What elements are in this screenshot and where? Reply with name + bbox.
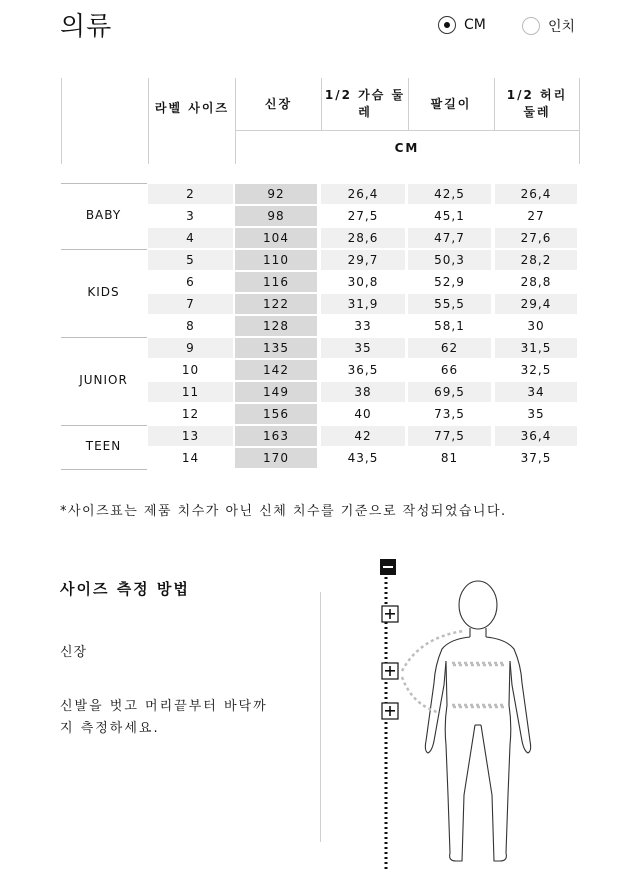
table-cell: 35	[527, 407, 545, 421]
plus-icon[interactable]	[382, 703, 398, 719]
table-cell: 42	[321, 426, 405, 446]
table-cell: 33	[354, 319, 372, 333]
unit-cm-option[interactable]	[438, 16, 486, 34]
measure-item: 신장	[60, 645, 88, 660]
table-cell: 14	[181, 451, 200, 465]
table-cell: 142	[235, 360, 317, 380]
table-cell: 11	[148, 382, 233, 402]
group-divider	[61, 425, 147, 426]
table-cell: 104	[235, 228, 317, 248]
plus-icon[interactable]	[382, 606, 398, 622]
table-cell: 28,6	[321, 228, 405, 248]
table-cell: 42,5	[408, 184, 491, 204]
table-cell: 52,9	[434, 275, 465, 289]
table-cell: 73,5	[434, 407, 465, 421]
table-cell: 58,1	[434, 319, 465, 333]
category-label: BABY	[85, 208, 122, 222]
header-waist: 1/2 허리 둘레	[506, 88, 568, 119]
plus-icon[interactable]	[382, 663, 398, 679]
unit-inch-label: 인치	[548, 19, 576, 35]
table-cell: 30,8	[347, 275, 379, 289]
table-cell: 26,4	[321, 184, 405, 204]
table-cell: 8	[186, 319, 195, 333]
table-cell: 69,5	[408, 382, 491, 402]
table-cell: 37,5	[520, 451, 552, 465]
table-cell: 110	[235, 250, 317, 270]
header-chest: 1/2 가슴 둘레	[324, 88, 406, 119]
table-cell: 170	[235, 448, 317, 468]
table-cell: 31,9	[321, 294, 405, 314]
table-cell: 32,5	[520, 363, 552, 377]
table-cell: 34	[495, 382, 577, 402]
header-arm-length: 팔길이	[430, 97, 472, 111]
table-cell: 36,5	[347, 363, 379, 377]
table-cell: 62	[408, 338, 491, 358]
table-cell: 13	[148, 426, 233, 446]
table-cell: 43,5	[347, 451, 379, 465]
table-cell: 92	[235, 184, 317, 204]
table-cell: 149	[235, 382, 317, 402]
table-cell: 3	[186, 209, 195, 223]
header-unit: CM	[394, 141, 420, 155]
table-cell: 5	[148, 250, 233, 270]
table-cell: 128	[235, 316, 317, 336]
table-cell: 122	[235, 294, 317, 314]
body-measure-figure	[380, 555, 540, 875]
unit-cm-label: CM	[464, 17, 486, 33]
header-label-size: 라벨 사이즈	[154, 101, 230, 115]
table-cell: 29,7	[321, 250, 405, 270]
table-cell: 2	[148, 184, 233, 204]
table-cell: 40	[354, 407, 372, 421]
radio-selected-icon[interactable]	[438, 16, 456, 34]
unit-inch-option[interactable]	[522, 16, 575, 36]
table-cell: 66	[440, 363, 459, 377]
size-note: *사이즈표는 제품 치수가 아닌 신체 치수를 기준으로 작성되었습니다.	[60, 504, 507, 519]
group-divider	[61, 469, 147, 470]
table-cell: 31,5	[495, 338, 577, 358]
table-cell: 30	[527, 319, 545, 333]
table-cell: 4	[148, 228, 233, 248]
category-label: TEEN	[85, 439, 122, 453]
table-cell: 45,1	[434, 209, 465, 223]
group-divider	[61, 249, 147, 250]
table-cell: 116	[235, 272, 317, 292]
table-cell: 12	[181, 407, 200, 421]
measure-description: 신발을 벗고 머리끝부터 바닥까지 측정하세요.	[60, 699, 268, 736]
table-cell: 10	[181, 363, 200, 377]
table-cell: 47,7	[408, 228, 491, 248]
minus-icon[interactable]	[380, 559, 396, 575]
table-cell: 35	[321, 338, 405, 358]
table-cell: 50,3	[408, 250, 491, 270]
table-cell: 28,2	[495, 250, 577, 270]
table-cell: 163	[235, 426, 317, 446]
table-cell: 38	[321, 382, 405, 402]
table-cell: 77,5	[408, 426, 491, 446]
table-cell: 135	[235, 338, 317, 358]
child-body-outline	[425, 581, 530, 861]
measure-guides	[402, 631, 504, 713]
table-cell: 156	[235, 404, 317, 424]
table-cell: 81	[440, 451, 459, 465]
table-cell: 6	[186, 275, 195, 289]
table-cell: 28,8	[520, 275, 552, 289]
table-cell: 7	[148, 294, 233, 314]
table-cell: 27,6	[495, 228, 577, 248]
table-cell: 9	[148, 338, 233, 358]
group-divider	[61, 337, 147, 338]
table-cell: 26,4	[495, 184, 577, 204]
radio-unselected-icon[interactable]	[522, 17, 540, 35]
section-divider	[320, 592, 321, 842]
page-title: 의류	[60, 12, 113, 42]
table-cell: 55,5	[408, 294, 491, 314]
measure-title: 사이즈 측정 방법	[60, 580, 190, 598]
category-label: JUNIOR	[79, 373, 128, 387]
table-cell: 98	[235, 206, 317, 226]
table-cell: 29,4	[495, 294, 577, 314]
table-cell: 36,4	[495, 426, 577, 446]
header-height: 신장	[264, 97, 293, 111]
table-cell: 27,5	[347, 209, 379, 223]
category-label: KIDS	[87, 285, 120, 299]
group-divider	[61, 183, 147, 184]
table-cell: 27	[527, 209, 545, 223]
